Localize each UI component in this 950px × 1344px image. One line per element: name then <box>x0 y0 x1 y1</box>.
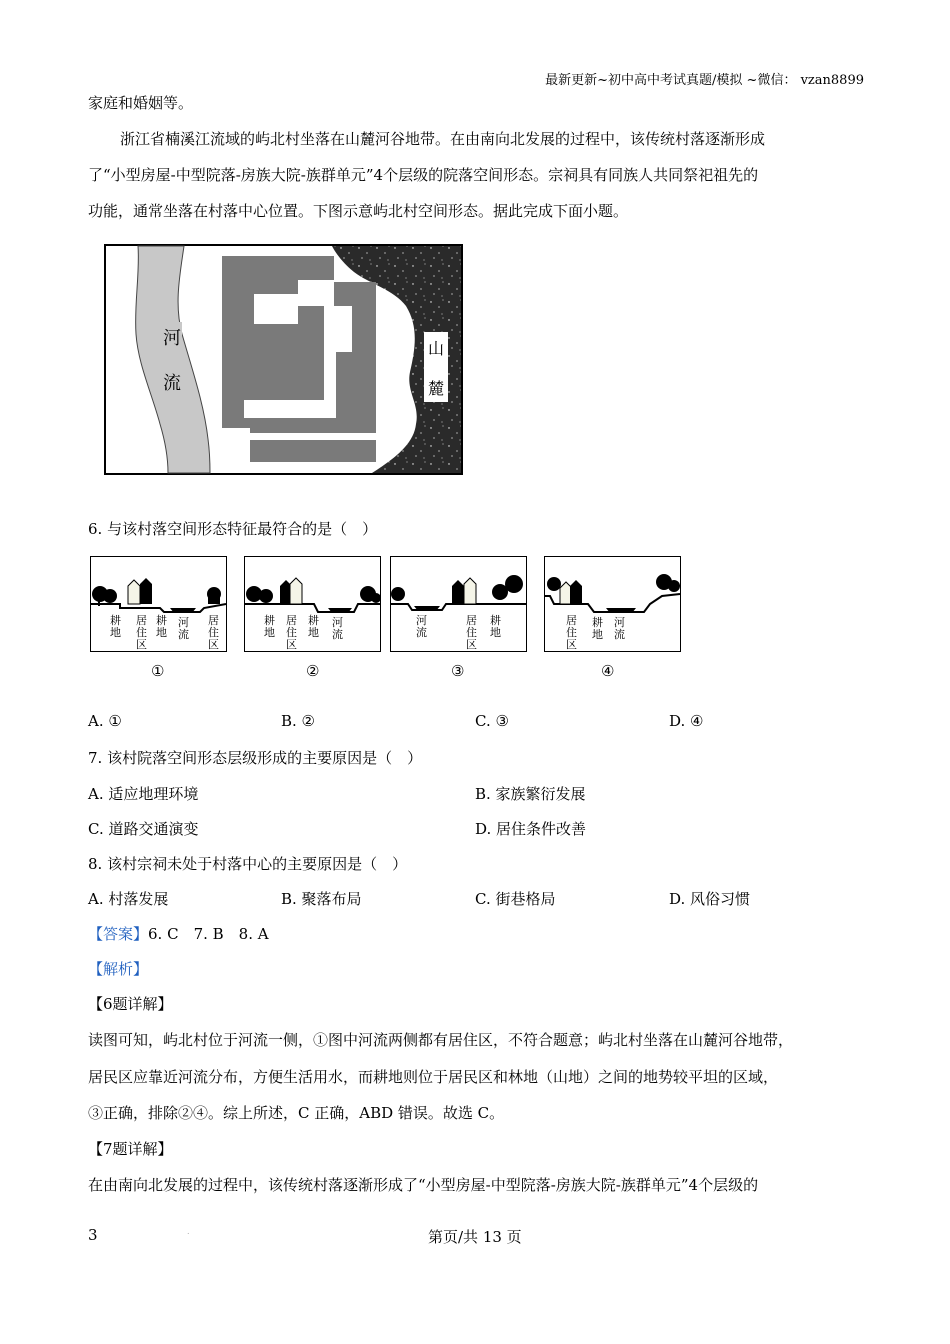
detail-6-line-3: ③正确，排除②④。综上所述，C 正确，ABD 错误。故选 C。 <box>88 1104 505 1122</box>
q7-option-a[interactable]: A. 适应地理环境 <box>88 785 199 803</box>
diagram1-label-cropland-1: 耕地 <box>110 614 121 639</box>
detail-6-line-1: 读图可知，屿北村位于河流一侧，①图中河流两侧都有居住区，不符合题意；屿北村坐落在山麓河谷地带， <box>88 1031 794 1049</box>
diagram2-label-cropland-2: 耕地 <box>308 614 319 639</box>
q6-option-d[interactable]: D. ④ <box>669 712 704 730</box>
river-label-1: 河 <box>163 328 181 349</box>
diagram3-label-cropland: 耕地 <box>490 614 501 639</box>
diagram2-label-cropland-1: 耕地 <box>264 614 275 639</box>
diagram-number-4: ④ <box>601 662 615 680</box>
village-map <box>104 244 464 476</box>
profile-diagram-2 <box>244 556 381 652</box>
page-footer-text: 第页/共 13 页 <box>428 1228 522 1246</box>
mountain-label-1: 山 <box>427 339 445 358</box>
q8-option-a[interactable]: A. 村落发展 <box>88 890 169 908</box>
mountain-label-2: 麓 <box>427 379 445 398</box>
courtyard-gap-1 <box>254 294 298 324</box>
q8-option-d[interactable]: D. 风俗习惯 <box>669 890 751 908</box>
page-header: 最新更新~初中高中考试真题/模拟 ~微信： vzan8899 <box>545 73 864 88</box>
diagram3-label-river: 河流 <box>416 614 427 639</box>
detail-7-tag: 【7题详解】 <box>88 1140 173 1158</box>
diagram-number-1: ① <box>151 662 165 680</box>
intro-line: 家庭和婚姻等。 <box>88 94 194 112</box>
detail-6-tag: 【6题详解】 <box>88 995 173 1013</box>
diagram-number-3: ③ <box>451 662 465 680</box>
diagram1-label-residential: 居住区 <box>136 614 147 651</box>
q6-option-a[interactable]: A. ① <box>88 712 122 730</box>
q6-option-b[interactable]: B. ② <box>281 712 316 730</box>
detail-7-line-1: 在由南向北发展的过程中，该传统村落逐渐形成了“小型房屋-中型院落-房族大院-族群单元”4个层级的 <box>88 1176 759 1194</box>
profile-diagram-3 <box>390 556 527 652</box>
diagram-number-2: ② <box>306 662 320 680</box>
q8-option-c[interactable]: C. 街巷格局 <box>475 890 556 908</box>
diagram2-label-residential: 居住区 <box>286 614 297 651</box>
answer-text: 6. C 7. B 8. A <box>148 925 269 943</box>
analysis-tag: 【解析】 <box>88 960 149 978</box>
detail-6-line-2: 居民区应靠近河流分布，方便生活用水，而耕地则位于居民区和林地（山地）之间的地势较平坦的区域， <box>88 1068 779 1086</box>
profile-diagram-4 <box>544 556 681 652</box>
question-6-stem: 6. 与该村落空间形态特征最符合的是（ ） <box>88 520 378 538</box>
river-label-2: 流 <box>163 373 181 394</box>
answer-line <box>88 923 269 944</box>
diagram1-label-river: 河流 <box>178 616 189 641</box>
q7-option-c[interactable]: C. 道路交通演变 <box>88 820 199 838</box>
diagram3-label-residential: 居住区 <box>466 614 477 651</box>
question-7-stem: 7. 该村院落空间形态层级形成的主要原因是（ ） <box>88 749 423 767</box>
question-8-stem: 8. 该村宗祠未处于村落中心的主要原因是（ ） <box>88 855 408 873</box>
village-block-south <box>250 440 376 462</box>
q7-option-d[interactable]: D. 居住条件改善 <box>475 820 587 838</box>
q8-option-b[interactable]: B. 聚落布局 <box>281 890 362 908</box>
diagram4-label-cropland: 耕地 <box>592 616 603 641</box>
intro-paragraph-line-2: 了“小型房屋-中型院落-房族大院-族群单元”4个层级的院落空间形态。宗祠具有同族人共同祭祀祖先的 <box>88 166 759 184</box>
diagram2-label-river: 河流 <box>332 616 343 641</box>
answer-tag: 【答案】 <box>88 925 149 943</box>
diagram4-label-residential: 居住区 <box>566 614 577 651</box>
diagram1-label-residential-2: 居住区 <box>208 614 219 651</box>
page-number: 3 <box>88 1226 98 1244</box>
footer-dot: . <box>187 1227 190 1236</box>
q7-option-b[interactable]: B. 家族繁衍发展 <box>475 785 586 803</box>
intro-paragraph-line-3: 功能，通常坐落在村落中心位置。下图示意屿北村空间形态。据此完成下面小题。 <box>88 202 629 220</box>
diagram4-label-river: 河流 <box>614 616 625 641</box>
profile-diagram-1 <box>90 556 227 652</box>
diagram1-label-cropland-2: 耕地 <box>156 614 167 639</box>
intro-paragraph-line-1: 浙江省楠溪江流域的屿北村坐落在山麓河谷地带。在由南向北发展的过程中，该传统村落逐渐形成 <box>120 130 766 148</box>
q6-option-c[interactable]: C. ③ <box>475 712 509 730</box>
